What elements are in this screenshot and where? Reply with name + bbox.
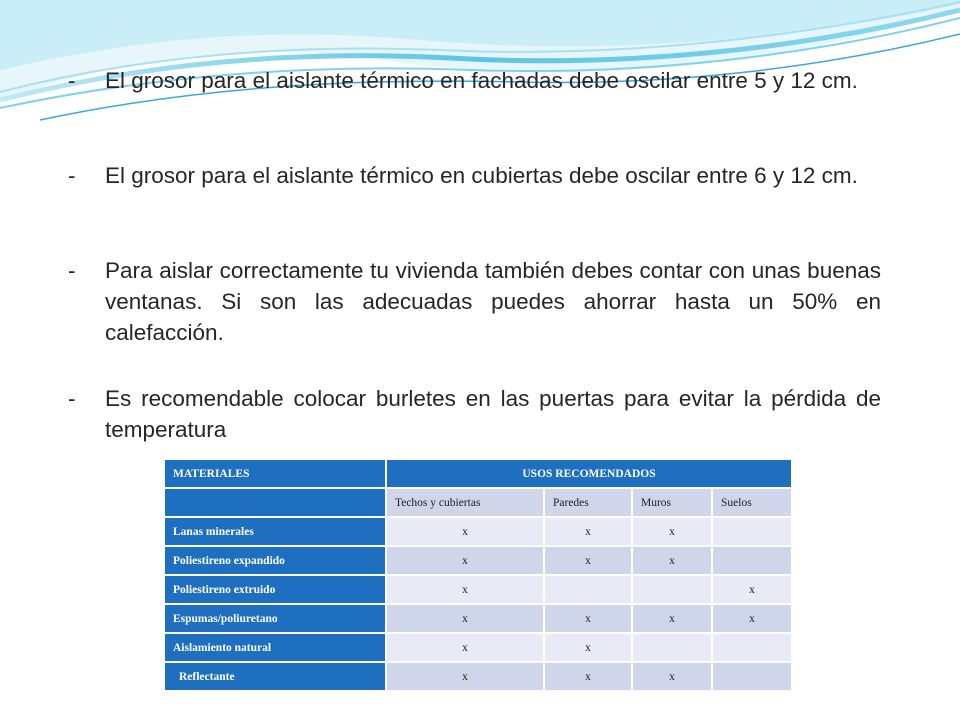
subheader-empty bbox=[164, 488, 386, 517]
table-cell: x bbox=[632, 604, 712, 633]
table-cell bbox=[712, 546, 792, 575]
bullet-text: El grosor para el aislante térmico en cubiertas debe oscilar entre 6 y 12 cm. bbox=[105, 163, 858, 188]
row-label: Poliestireno expandido bbox=[164, 546, 386, 575]
bullet-text: Es recomendable colocar burletes en las puertas para evitar la pérdida de temperatura bbox=[105, 386, 881, 442]
bullet-item bbox=[68, 65, 881, 96]
row-label: Reflectante bbox=[164, 662, 386, 691]
table-cell: x bbox=[544, 633, 632, 662]
bullet-marker: - bbox=[68, 386, 76, 411]
table-cell bbox=[712, 633, 792, 662]
table-cell bbox=[544, 575, 632, 604]
table-cell: x bbox=[712, 604, 792, 633]
row-label: Aislamiento natural bbox=[164, 633, 386, 662]
table-cell: x bbox=[632, 662, 712, 691]
header-usos-recomendados: USOS RECOMENDADOS bbox=[386, 459, 792, 488]
table-cell: x bbox=[632, 546, 712, 575]
table-cell: x bbox=[386, 633, 544, 662]
bullet-item bbox=[68, 160, 881, 191]
row-label: Lanas minerales bbox=[164, 517, 386, 546]
table-subheader-row bbox=[164, 488, 792, 517]
table-cell: x bbox=[544, 604, 632, 633]
table-cell: x bbox=[544, 662, 632, 691]
bullet-marker: - bbox=[68, 163, 76, 188]
bullet-item bbox=[68, 383, 881, 445]
table-cell: x bbox=[386, 575, 544, 604]
column-header-paredes: Paredes bbox=[544, 488, 632, 517]
table-row bbox=[164, 633, 792, 662]
table-cell: x bbox=[386, 604, 544, 633]
table-cell bbox=[712, 517, 792, 546]
column-header-techos: Techos y cubiertas bbox=[386, 488, 544, 517]
table-cell bbox=[632, 633, 712, 662]
table-cell: x bbox=[386, 546, 544, 575]
table-row bbox=[164, 662, 792, 691]
bullet-text: Para aislar correctamente tu vivienda también debes contar con unas buenas ventanas. Si son las adecuadas puedes ahorrar hasta un 50% en calefacción. bbox=[105, 258, 881, 345]
table-cell: x bbox=[386, 662, 544, 691]
table-row bbox=[164, 575, 792, 604]
row-label: Espumas/poliuretano bbox=[164, 604, 386, 633]
bullet-marker: - bbox=[68, 258, 76, 283]
table-cell bbox=[632, 575, 712, 604]
table-cell: x bbox=[632, 517, 712, 546]
table-header-row bbox=[164, 459, 792, 488]
bullet-item bbox=[68, 255, 881, 348]
bullet-text: El grosor para el aislante térmico en fachadas debe oscilar entre 5 y 12 cm. bbox=[105, 68, 858, 93]
table-row bbox=[164, 517, 792, 546]
materials-table bbox=[163, 458, 793, 692]
table-cell: x bbox=[544, 546, 632, 575]
header-materiales: MATERIALES bbox=[164, 459, 386, 488]
column-header-suelos: Suelos bbox=[712, 488, 792, 517]
bullet-marker: - bbox=[68, 68, 76, 93]
table-cell: x bbox=[544, 517, 632, 546]
column-header-muros: Muros bbox=[632, 488, 712, 517]
table-row bbox=[164, 604, 792, 633]
row-label: Poliestireno extruido bbox=[164, 575, 386, 604]
table-row bbox=[164, 546, 792, 575]
table-cell: x bbox=[386, 517, 544, 546]
table-cell bbox=[712, 662, 792, 691]
table-cell: x bbox=[712, 575, 792, 604]
